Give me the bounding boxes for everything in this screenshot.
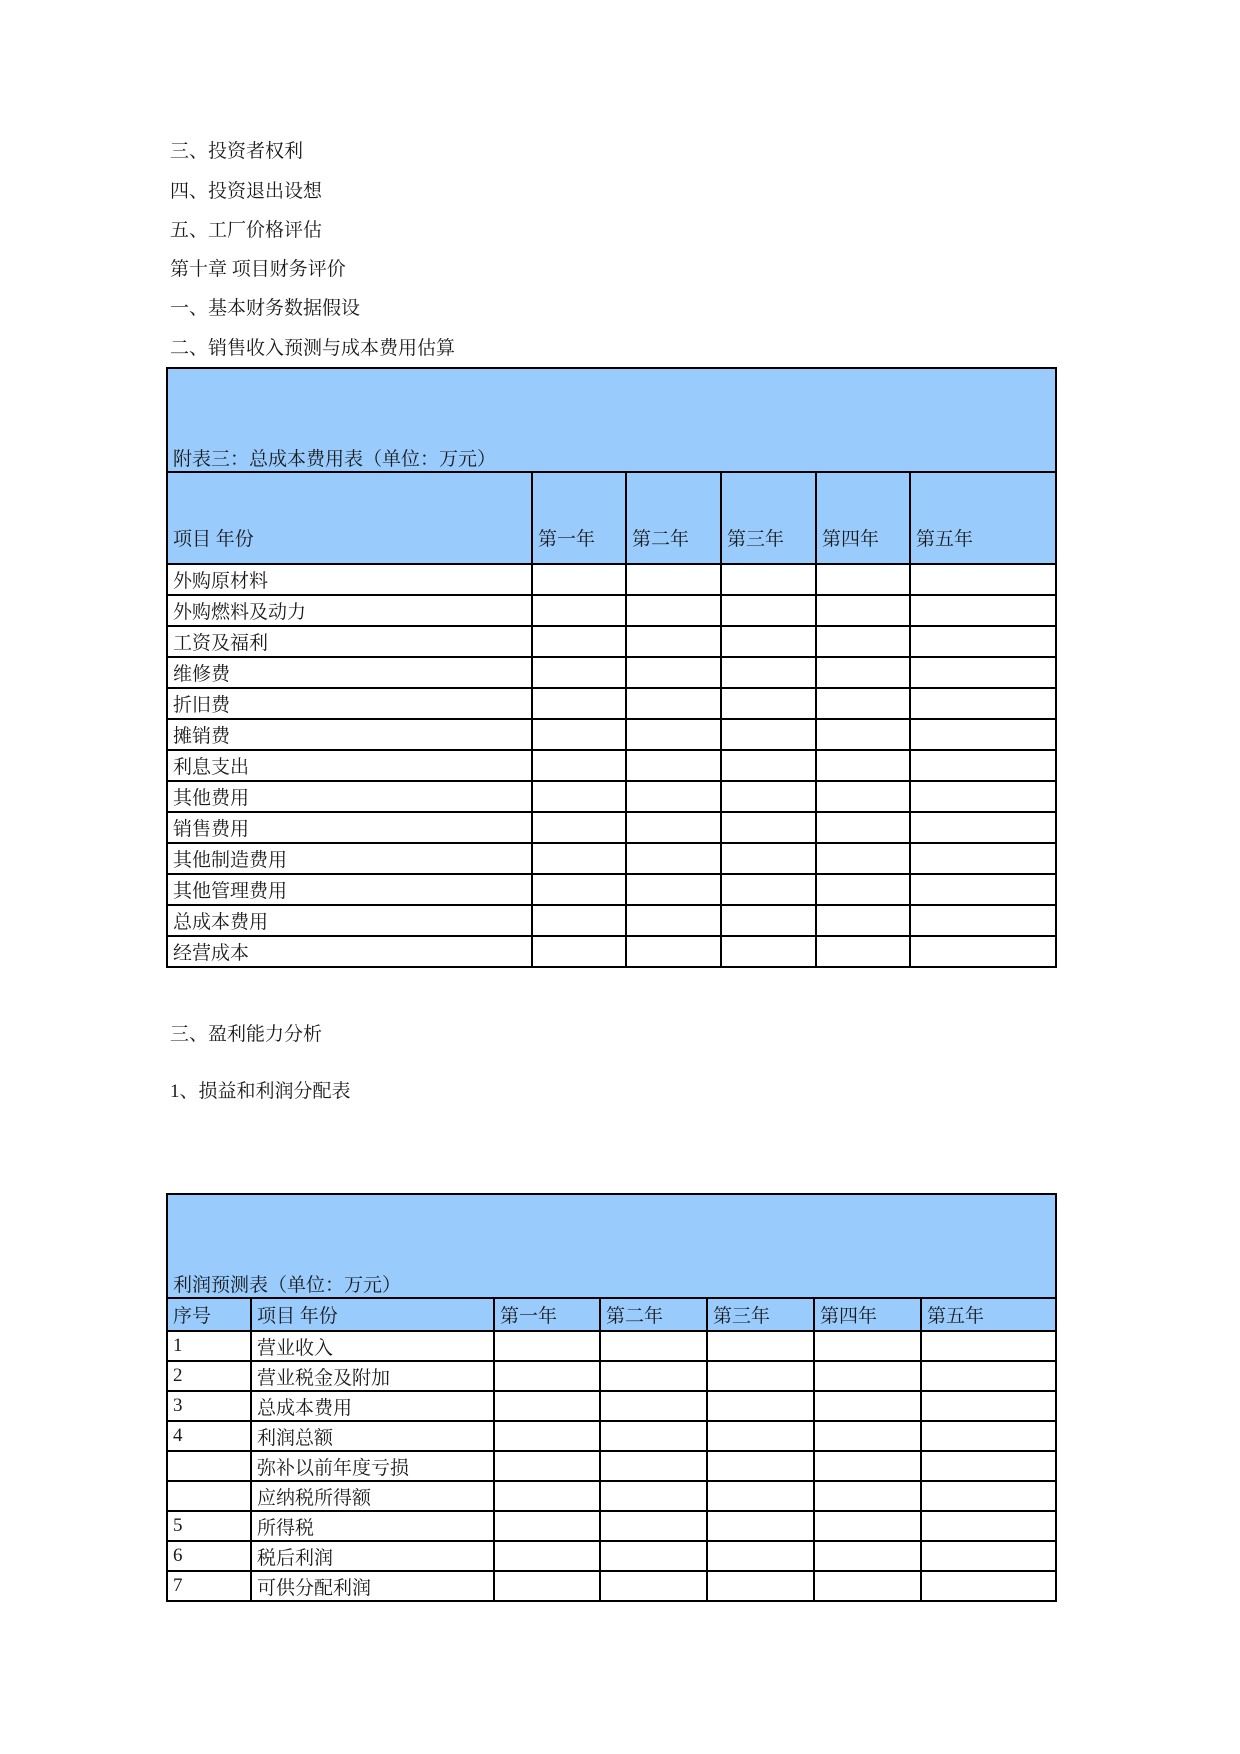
value-cell-empty: [626, 595, 721, 626]
value-cell-empty: [532, 719, 626, 750]
value-cell-empty: [910, 688, 1056, 719]
outline-heading-profitability-analysis: 三、盈利能力分析: [170, 1024, 323, 1045]
table-row: [167, 843, 1056, 874]
row-label: 外购燃料及动力: [167, 595, 532, 626]
table-row: [167, 1481, 1056, 1511]
value-cell-empty: [600, 1481, 707, 1511]
value-cell-empty: [600, 1421, 707, 1451]
table-header-row: [167, 472, 1056, 564]
column-header-year3: 第三年: [707, 1298, 814, 1331]
table-row: [167, 750, 1056, 781]
value-cell-empty: [626, 843, 721, 874]
row-label: 弥补以前年度亏损: [251, 1451, 494, 1481]
column-header-item-year: 项目 年份: [167, 472, 532, 564]
value-cell-empty: [626, 564, 721, 595]
value-cell-empty: [721, 843, 816, 874]
column-header-year5: 第五年: [910, 472, 1056, 564]
value-cell-empty: [707, 1421, 814, 1451]
table-row: [167, 595, 1056, 626]
value-cell-empty: [600, 1331, 707, 1361]
row-serial-no: 4: [167, 1421, 251, 1451]
value-cell-empty: [816, 843, 910, 874]
total-cost-table: [166, 367, 1057, 968]
value-cell-empty: [707, 1391, 814, 1421]
value-cell-empty: [494, 1541, 600, 1571]
table-row: [167, 719, 1056, 750]
row-label: 利息支出: [167, 750, 532, 781]
value-cell-empty: [626, 874, 721, 905]
row-label: 摊销费: [167, 719, 532, 750]
row-label: 工资及福利: [167, 626, 532, 657]
value-cell-empty: [600, 1391, 707, 1421]
table-title-row: [167, 368, 1056, 472]
column-header-item-year: 项目 年份: [251, 1298, 494, 1331]
value-cell-empty: [814, 1571, 921, 1601]
value-cell-empty: [910, 843, 1056, 874]
value-cell-empty: [626, 905, 721, 936]
value-cell-empty: [921, 1541, 1056, 1571]
value-cell-empty: [816, 781, 910, 812]
value-cell-empty: [921, 1361, 1056, 1391]
value-cell-empty: [910, 719, 1056, 750]
value-cell-empty: [910, 874, 1056, 905]
column-header-year5: 第五年: [921, 1298, 1056, 1331]
value-cell-empty: [532, 595, 626, 626]
value-cell-empty: [600, 1511, 707, 1541]
value-cell-empty: [532, 812, 626, 843]
value-cell-empty: [816, 812, 910, 843]
value-cell-empty: [721, 874, 816, 905]
value-cell-empty: [814, 1541, 921, 1571]
value-cell-empty: [814, 1331, 921, 1361]
value-cell-empty: [600, 1451, 707, 1481]
subheading-profit-distribution-table: 1、损益和利润分配表: [170, 1081, 351, 1102]
value-cell-empty: [814, 1511, 921, 1541]
row-label: 总成本费用: [251, 1391, 494, 1421]
row-label: 折旧费: [167, 688, 532, 719]
value-cell-empty: [532, 936, 626, 967]
value-cell-empty: [910, 812, 1056, 843]
value-cell-empty: [814, 1361, 921, 1391]
value-cell-empty: [721, 936, 816, 967]
value-cell-empty: [626, 781, 721, 812]
table-title-row: [167, 1194, 1056, 1298]
value-cell-empty: [721, 688, 816, 719]
value-cell-empty: [532, 626, 626, 657]
row-label: 其他费用: [167, 781, 532, 812]
row-serial-no: [167, 1481, 251, 1511]
table-row: [167, 564, 1056, 595]
row-serial-no: 2: [167, 1361, 251, 1391]
value-cell-empty: [626, 657, 721, 688]
column-header-year4: 第四年: [814, 1298, 921, 1331]
table-row: [167, 1571, 1056, 1601]
table-row: [167, 936, 1056, 967]
outline-heading-price-evaluation: 五、工厂价格评估: [170, 220, 323, 241]
row-serial-no: [167, 1451, 251, 1481]
value-cell-empty: [494, 1481, 600, 1511]
row-serial-no: 6: [167, 1541, 251, 1571]
value-cell-empty: [600, 1571, 707, 1601]
outline-heading-basic-assumptions: 一、基本财务数据假设: [170, 298, 361, 319]
table-row: [167, 1451, 1056, 1481]
value-cell-empty: [494, 1451, 600, 1481]
value-cell-empty: [721, 781, 816, 812]
value-cell-empty: [816, 626, 910, 657]
value-cell-empty: [626, 812, 721, 843]
value-cell-empty: [921, 1331, 1056, 1361]
value-cell-empty: [910, 595, 1056, 626]
value-cell-empty: [626, 750, 721, 781]
value-cell-empty: [721, 812, 816, 843]
value-cell-empty: [721, 626, 816, 657]
value-cell-empty: [910, 564, 1056, 595]
value-cell-empty: [814, 1391, 921, 1421]
value-cell-empty: [532, 564, 626, 595]
value-cell-empty: [600, 1361, 707, 1391]
value-cell-empty: [707, 1511, 814, 1541]
table-header-row: [167, 1298, 1056, 1331]
value-cell-empty: [921, 1451, 1056, 1481]
value-cell-empty: [494, 1571, 600, 1601]
value-cell-empty: [814, 1421, 921, 1451]
cost-table-body: [167, 368, 1056, 967]
column-header-year2: 第二年: [626, 472, 721, 564]
value-cell-empty: [721, 595, 816, 626]
value-cell-empty: [494, 1421, 600, 1451]
value-cell-empty: [816, 719, 910, 750]
table-row: [167, 905, 1056, 936]
profit-table-body: [167, 1194, 1056, 1601]
value-cell-empty: [532, 781, 626, 812]
value-cell-empty: [910, 936, 1056, 967]
table-title: 利润预测表（单位：万元）: [167, 1194, 1056, 1298]
value-cell-empty: [910, 750, 1056, 781]
value-cell-empty: [626, 936, 721, 967]
value-cell-empty: [910, 781, 1056, 812]
value-cell-empty: [532, 905, 626, 936]
value-cell-empty: [816, 750, 910, 781]
table-row: [167, 1391, 1056, 1421]
row-label: 经营成本: [167, 936, 532, 967]
column-header-year3: 第三年: [721, 472, 816, 564]
row-label: 营业收入: [251, 1331, 494, 1361]
value-cell-empty: [921, 1571, 1056, 1601]
chapter-heading-financial-evaluation: 第十章 项目财务评价: [170, 259, 346, 280]
value-cell-empty: [816, 688, 910, 719]
value-cell-empty: [910, 626, 1056, 657]
value-cell-empty: [816, 936, 910, 967]
value-cell-empty: [921, 1511, 1056, 1541]
value-cell-empty: [910, 657, 1056, 688]
row-label: 可供分配利润: [251, 1571, 494, 1601]
value-cell-empty: [707, 1361, 814, 1391]
table-title: 附表三：总成本费用表（单位：万元）: [167, 368, 1056, 472]
row-serial-no: 5: [167, 1511, 251, 1541]
table-row: [167, 812, 1056, 843]
column-header-year2: 第二年: [600, 1298, 707, 1331]
outline-heading-revenue-cost-estimate: 二、销售收入预测与成本费用估算: [170, 338, 456, 359]
value-cell-empty: [707, 1481, 814, 1511]
value-cell-empty: [494, 1361, 600, 1391]
value-cell-empty: [494, 1511, 600, 1541]
column-header-serial-no: 序号: [167, 1298, 251, 1331]
value-cell-empty: [816, 595, 910, 626]
value-cell-empty: [814, 1481, 921, 1511]
value-cell-empty: [600, 1541, 707, 1571]
value-cell-empty: [532, 874, 626, 905]
outline-heading-exit-plan: 四、投资退出设想: [170, 181, 323, 202]
value-cell-empty: [816, 874, 910, 905]
value-cell-empty: [707, 1331, 814, 1361]
value-cell-empty: [816, 905, 910, 936]
row-label: 利润总额: [251, 1421, 494, 1451]
row-label: 外购原材料: [167, 564, 532, 595]
table-row: [167, 657, 1056, 688]
value-cell-empty: [532, 750, 626, 781]
value-cell-empty: [494, 1391, 600, 1421]
value-cell-empty: [816, 564, 910, 595]
value-cell-empty: [910, 905, 1056, 936]
table-row: [167, 1511, 1056, 1541]
value-cell-empty: [532, 657, 626, 688]
value-cell-empty: [494, 1331, 600, 1361]
row-label: 其他制造费用: [167, 843, 532, 874]
table-row: [167, 688, 1056, 719]
row-label: 其他管理费用: [167, 874, 532, 905]
table-row: [167, 874, 1056, 905]
value-cell-empty: [626, 688, 721, 719]
row-label: 维修费: [167, 657, 532, 688]
value-cell-empty: [626, 626, 721, 657]
column-header-year1: 第一年: [494, 1298, 600, 1331]
value-cell-empty: [707, 1451, 814, 1481]
value-cell-empty: [816, 657, 910, 688]
value-cell-empty: [721, 564, 816, 595]
value-cell-empty: [921, 1421, 1056, 1451]
row-label: 营业税金及附加: [251, 1361, 494, 1391]
row-label: 总成本费用: [167, 905, 532, 936]
value-cell-empty: [721, 750, 816, 781]
table-row: [167, 1361, 1056, 1391]
value-cell-empty: [532, 843, 626, 874]
value-cell-empty: [707, 1571, 814, 1601]
table-row: [167, 626, 1056, 657]
row-label: 应纳税所得额: [251, 1481, 494, 1511]
row-label: 税后利润: [251, 1541, 494, 1571]
value-cell-empty: [814, 1451, 921, 1481]
value-cell-empty: [721, 719, 816, 750]
column-header-year4: 第四年: [816, 472, 910, 564]
value-cell-empty: [721, 657, 816, 688]
table-row: [167, 1541, 1056, 1571]
row-serial-no: 7: [167, 1571, 251, 1601]
value-cell-empty: [532, 688, 626, 719]
row-label: 销售费用: [167, 812, 532, 843]
table-row: [167, 781, 1056, 812]
value-cell-empty: [721, 905, 816, 936]
value-cell-empty: [921, 1481, 1056, 1511]
column-header-year1: 第一年: [532, 472, 626, 564]
row-label: 所得税: [251, 1511, 494, 1541]
profit-forecast-table: [166, 1193, 1057, 1602]
value-cell-empty: [626, 719, 721, 750]
outline-heading-investor-rights: 三、投资者权利: [170, 141, 304, 162]
value-cell-empty: [921, 1391, 1056, 1421]
table-row: [167, 1421, 1056, 1451]
row-serial-no: 3: [167, 1391, 251, 1421]
row-serial-no: 1: [167, 1331, 251, 1361]
table-row: [167, 1331, 1056, 1361]
value-cell-empty: [707, 1541, 814, 1571]
